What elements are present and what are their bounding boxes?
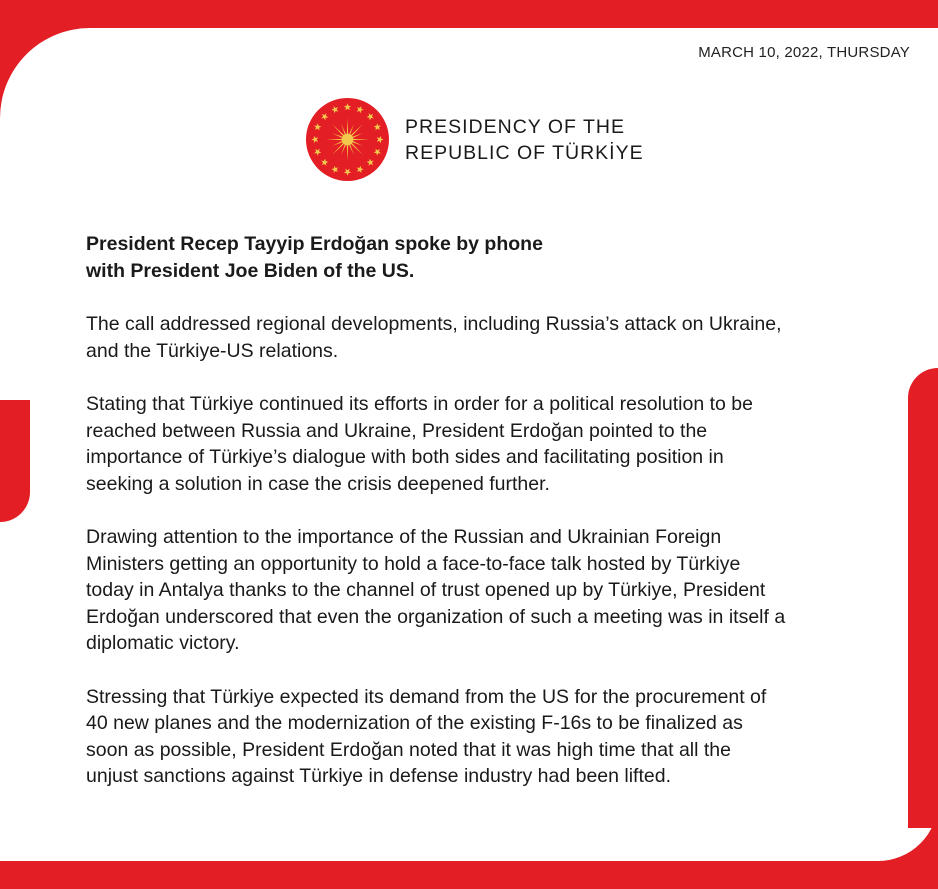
headline-line-1: President Recep Tayyip Erdoğan spoke by phone — [86, 233, 543, 255]
paragraph: Stressing that Türkiye expected its demand from the US for the procurement of 40 new planes and the modernization of the existing F-16s to be finalized as soon as possible, President Erdoğan noted that it was high time that all the unjust sanctions against Türkiye in defense industry had been lifted. — [86, 685, 767, 787]
organization-name — [405, 114, 644, 166]
frame-accent-left — [0, 400, 30, 522]
paragraph: Stating that Türkiye continued its efforts in order for a political resolution to be reached between Russia and Ukraine, President Erdoğan pointed to the importance of Türkiye’s dialogue with both sides and facilitating position in seeking a solution in case the crisis deepened further. — [86, 393, 753, 495]
organization-name-line-1: PRESIDENCY OF THE — [405, 116, 625, 138]
frame-accent-right — [908, 368, 938, 828]
release-date: MARCH 10, 2022, THURSDAY — [698, 44, 910, 61]
presidential-seal-icon — [306, 98, 389, 181]
article-headline — [86, 231, 786, 284]
paragraph: Drawing attention to the importance of the Russian and Ukrainian Foreign Ministers getting an opportunity to hold a face-to-face talk hosted by Türkiye today in Antalya thanks to the channel of trust opened up by Türkiye, President Erdoğan underscored that even the organization of such a meeting was in itself a diplomatic victory. — [86, 526, 786, 654]
paragraph: The call addressed regional developments, including Russia’s attack on Ukraine, and the Türkiye-US relations. — [86, 313, 782, 362]
headline-line-2: with President Joe Biden of the US. — [86, 259, 415, 282]
organization-name-line-2: REPUBLIC OF TÜRKİYE — [405, 142, 644, 164]
article-body — [86, 231, 786, 817]
